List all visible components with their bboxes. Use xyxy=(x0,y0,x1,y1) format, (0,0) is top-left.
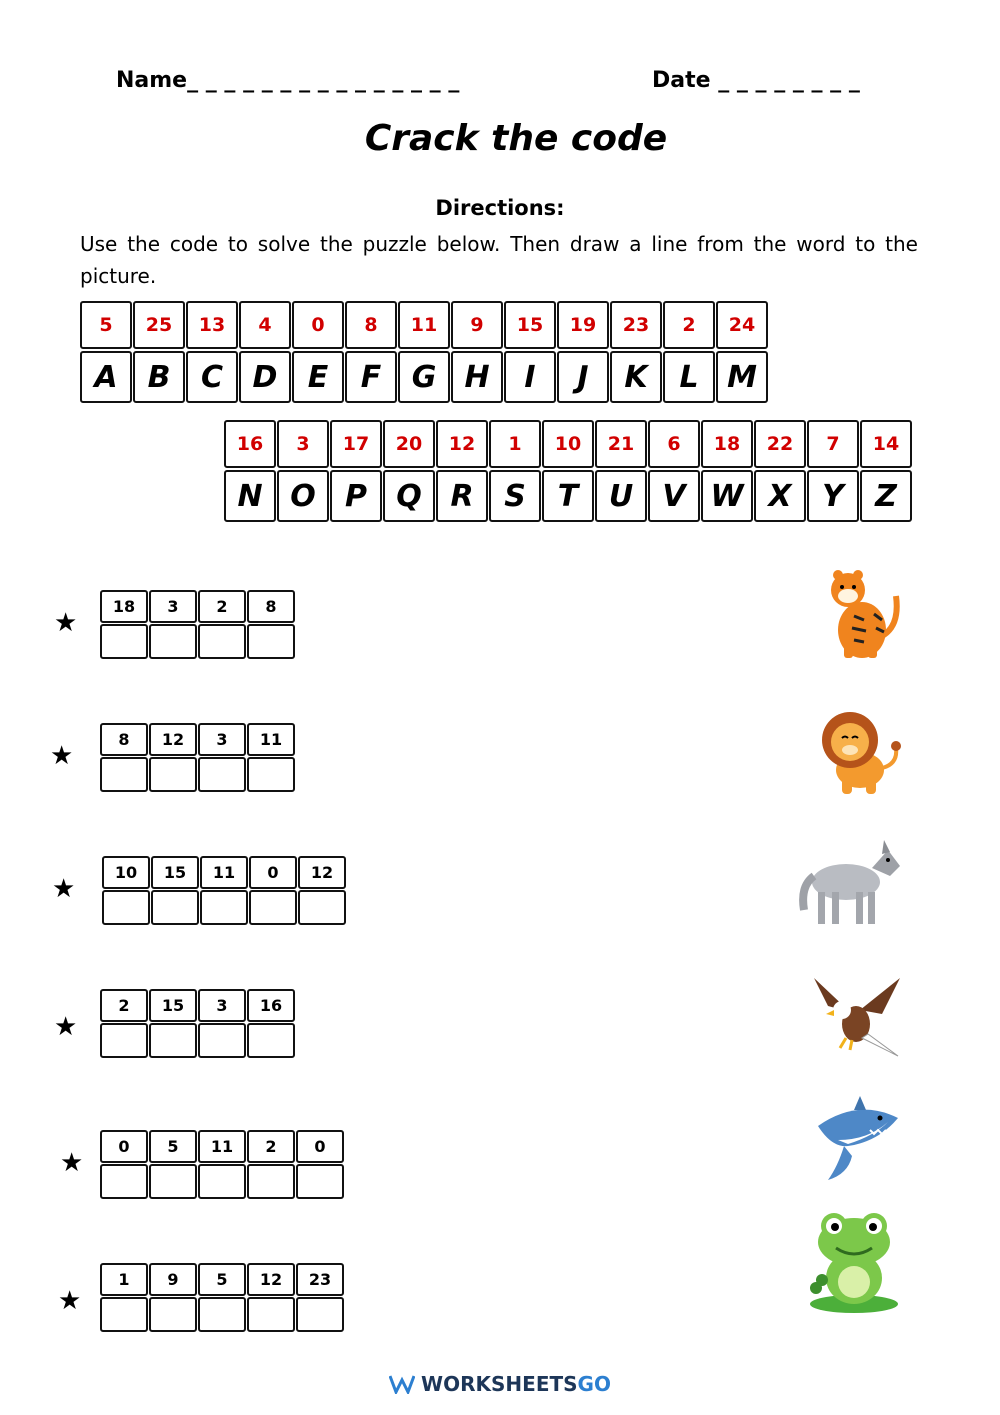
puzzle-answer-box[interactable] xyxy=(149,624,197,659)
name-label: Name xyxy=(116,68,188,93)
code-letter-cell: T xyxy=(542,470,594,522)
page-title: Crack the code xyxy=(364,118,668,159)
puzzle-number-cell: 5 xyxy=(149,1130,197,1163)
puzzle-answer-box[interactable] xyxy=(247,1164,295,1199)
star-icon: ★ xyxy=(58,1286,82,1316)
puzzle-number-cell: 3 xyxy=(198,723,246,756)
code-letter-cell: O xyxy=(277,470,329,522)
puzzle-answer-box[interactable] xyxy=(149,1164,197,1199)
puzzle-word xyxy=(100,989,296,1058)
puzzle-answer-box[interactable] xyxy=(102,890,150,925)
star-icon: ★ xyxy=(50,741,74,771)
puzzle-answer-box[interactable] xyxy=(100,624,148,659)
code-number-cell: 18 xyxy=(701,420,753,468)
code-letter-cell: V xyxy=(648,470,700,522)
puzzle-answer-box[interactable] xyxy=(296,1164,344,1199)
date-field[interactable] xyxy=(652,68,860,93)
puzzle-number-cell: 2 xyxy=(100,989,148,1022)
code-letter-cell: C xyxy=(186,351,238,403)
code-letter-cell: Q xyxy=(383,470,435,522)
puzzle-number-cell: 12 xyxy=(149,723,197,756)
puzzle-answer-box[interactable] xyxy=(100,757,148,792)
code-letter-cell: B xyxy=(133,351,185,403)
code-number-cell: 23 xyxy=(610,301,662,349)
code-number-cell: 2 xyxy=(663,301,715,349)
star-icon: ★ xyxy=(54,1012,78,1042)
code-number-cell: 22 xyxy=(754,420,806,468)
puzzle-number-cell: 16 xyxy=(247,989,295,1022)
lion-icon[interactable] xyxy=(812,708,904,798)
name-field[interactable] xyxy=(116,68,459,93)
code-letter-cell: W xyxy=(701,470,753,522)
puzzle-number-cell: 10 xyxy=(102,856,150,889)
code-letter-cell: N xyxy=(224,470,276,522)
puzzle-number-cell: 9 xyxy=(149,1263,197,1296)
puzzle-answer-box[interactable] xyxy=(149,1023,197,1058)
puzzle-answer-box[interactable] xyxy=(149,757,197,792)
puzzle-answer-box[interactable] xyxy=(198,1297,246,1332)
puzzle-number-cell: 11 xyxy=(200,856,248,889)
puzzle-number-cell: 0 xyxy=(296,1130,344,1163)
code-letter-cell: R xyxy=(436,470,488,522)
puzzle-answer-box[interactable] xyxy=(296,1297,344,1332)
name-blank[interactable]: _ _ _ _ _ _ _ _ _ _ _ _ _ _ _ xyxy=(187,68,460,93)
puzzle-answer-box[interactable] xyxy=(198,1023,246,1058)
puzzle-number-cell: 0 xyxy=(100,1130,148,1163)
puzzle-answer-box[interactable] xyxy=(100,1023,148,1058)
puzzle-number-cell: 11 xyxy=(247,723,295,756)
puzzle-answer-box[interactable] xyxy=(151,890,199,925)
puzzle-number-cell: 0 xyxy=(249,856,297,889)
puzzle-answer-box[interactable] xyxy=(249,890,297,925)
puzzle-number-cell: 18 xyxy=(100,590,148,623)
code-number-cell: 9 xyxy=(451,301,503,349)
code-key-row2 xyxy=(224,420,913,522)
code-number-cell: 10 xyxy=(542,420,594,468)
code-letter-cell: L xyxy=(663,351,715,403)
eagle-icon[interactable] xyxy=(806,972,904,1062)
wolf-icon[interactable] xyxy=(798,836,902,928)
puzzle-answer-box[interactable] xyxy=(298,890,346,925)
code-number-cell: 8 xyxy=(345,301,397,349)
tiger-icon[interactable] xyxy=(818,566,904,662)
puzzle-number-cell: 8 xyxy=(247,590,295,623)
code-number-cell: 3 xyxy=(277,420,329,468)
footer xyxy=(0,1372,1000,1399)
code-number-cell: 7 xyxy=(807,420,859,468)
code-number-cell: 16 xyxy=(224,420,276,468)
worksheetsgo-logo xyxy=(389,1372,611,1396)
puzzle-number-cell: 1 xyxy=(100,1263,148,1296)
frog-icon[interactable] xyxy=(806,1208,902,1314)
brand-part2: GO xyxy=(577,1372,611,1396)
code-letter-cell: S xyxy=(489,470,541,522)
puzzle-number-cell: 5 xyxy=(198,1263,246,1296)
code-letter-cell: E xyxy=(292,351,344,403)
code-number-cell: 6 xyxy=(648,420,700,468)
code-letter-cell: P xyxy=(330,470,382,522)
puzzle-number-cell: 12 xyxy=(247,1263,295,1296)
brand-part1: WORKSHEETS xyxy=(421,1372,578,1396)
puzzle-number-cell: 11 xyxy=(198,1130,246,1163)
directions-heading: Directions: xyxy=(435,196,565,220)
code-number-cell: 12 xyxy=(436,420,488,468)
puzzle-answer-box[interactable] xyxy=(247,1023,295,1058)
directions-text: Use the code to solve the puzzle below. Then draw a line from the word to the picture. xyxy=(80,232,918,288)
code-letter-cell: H xyxy=(451,351,503,403)
code-letter-cell: K xyxy=(610,351,662,403)
puzzle-number-cell: 15 xyxy=(151,856,199,889)
puzzle-answer-box[interactable] xyxy=(198,757,246,792)
code-number-cell: 5 xyxy=(80,301,132,349)
puzzle-word xyxy=(100,723,296,792)
puzzle-word xyxy=(100,1130,345,1199)
code-number-cell: 15 xyxy=(504,301,556,349)
code-number-cell: 19 xyxy=(557,301,609,349)
code-letter-cell: A xyxy=(80,351,132,403)
code-number-cell: 24 xyxy=(716,301,768,349)
puzzle-answer-box[interactable] xyxy=(198,624,246,659)
star-icon: ★ xyxy=(54,608,78,638)
puzzle-number-cell: 3 xyxy=(149,590,197,623)
code-letter-cell: M xyxy=(716,351,768,403)
code-letter-cell: X xyxy=(754,470,806,522)
puzzle-number-cell: 12 xyxy=(298,856,346,889)
puzzle-answer-box[interactable] xyxy=(100,1164,148,1199)
puzzle-answer-box[interactable] xyxy=(100,1297,148,1332)
puzzle-word xyxy=(100,1263,345,1332)
puzzle-number-cell: 8 xyxy=(100,723,148,756)
code-letter-cell: J xyxy=(557,351,609,403)
code-letter-cell: G xyxy=(398,351,450,403)
code-number-cell: 11 xyxy=(398,301,450,349)
code-letter-cell: Y xyxy=(807,470,859,522)
code-number-cell: 25 xyxy=(133,301,185,349)
puzzle-answer-box[interactable] xyxy=(247,624,295,659)
puzzle-answer-box[interactable] xyxy=(247,1297,295,1332)
puzzle-number-cell: 2 xyxy=(198,590,246,623)
code-letter-cell: D xyxy=(239,351,291,403)
code-letter-cell: U xyxy=(595,470,647,522)
star-icon: ★ xyxy=(60,1148,84,1178)
code-number-cell: 13 xyxy=(186,301,238,349)
code-number-cell: 14 xyxy=(860,420,912,468)
puzzle-word xyxy=(102,856,347,925)
code-number-cell: 1 xyxy=(489,420,541,468)
code-number-cell: 21 xyxy=(595,420,647,468)
date-blank[interactable]: _ _ _ _ _ _ _ _ xyxy=(718,68,860,93)
code-letter-cell: I xyxy=(504,351,556,403)
puzzle-word xyxy=(100,590,296,659)
puzzle-answer-box[interactable] xyxy=(200,890,248,925)
date-label: Date xyxy=(652,68,711,93)
star-icon: ★ xyxy=(52,874,76,904)
code-key-row1 xyxy=(80,301,769,403)
puzzle-number-cell: 23 xyxy=(296,1263,344,1296)
code-letter-cell: F xyxy=(345,351,397,403)
shark-icon[interactable] xyxy=(808,1096,902,1184)
puzzle-answer-box[interactable] xyxy=(198,1164,246,1199)
w-logo-icon xyxy=(389,1374,415,1394)
code-letter-cell: Z xyxy=(860,470,912,522)
code-number-cell: 4 xyxy=(239,301,291,349)
puzzle-answer-box[interactable] xyxy=(149,1297,197,1332)
puzzle-number-cell: 2 xyxy=(247,1130,295,1163)
code-number-cell: 17 xyxy=(330,420,382,468)
code-number-cell: 20 xyxy=(383,420,435,468)
puzzle-answer-box[interactable] xyxy=(247,757,295,792)
code-number-cell: 0 xyxy=(292,301,344,349)
puzzle-number-cell: 15 xyxy=(149,989,197,1022)
puzzle-number-cell: 3 xyxy=(198,989,246,1022)
